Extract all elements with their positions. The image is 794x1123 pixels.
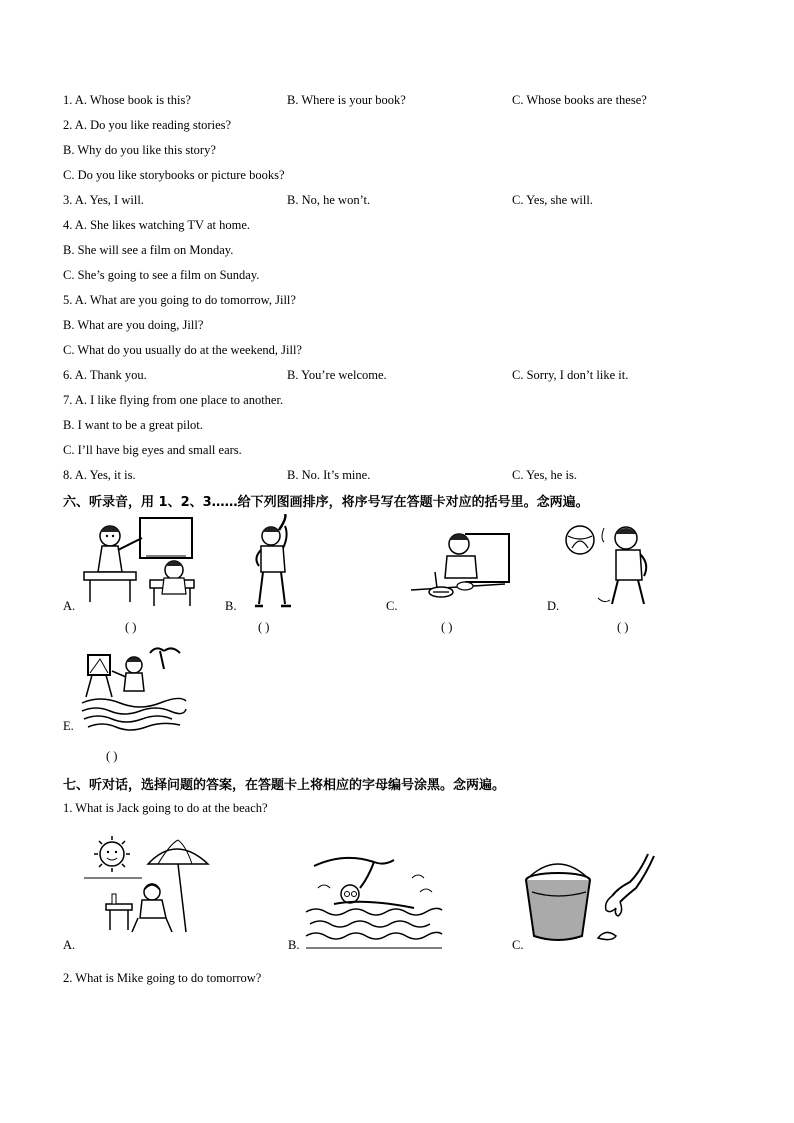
picture-d-boy-volleyball xyxy=(560,514,660,608)
picture-e-label: E. xyxy=(63,719,74,733)
section7-question-1: 1. What is Jack going to do at the beach? xyxy=(63,801,268,815)
picture-c-label: C. xyxy=(386,599,398,613)
section6-heading: 六、听录音，用 1、2、3……给下列图画排序，将序号写在答题卡对应的括号里。念两遍。 xyxy=(63,495,589,510)
option-c-collecting-shells-picture xyxy=(520,852,660,948)
q8-option-a: 8. A. Yes, it is. xyxy=(63,468,136,482)
q4-option-a: 4. A. She likes watching TV at home. xyxy=(63,218,251,232)
section7-heading: 七、听对话，选择问题的答案，在答题卡上将相应的字母编号涂黑。念两遍。 xyxy=(63,778,506,793)
q5-option-c: C. What do you usually do at the weekend, Jill? xyxy=(63,343,302,357)
q2-option-c: C. Do you like storybooks or picture books? xyxy=(63,168,285,182)
picture-a-teacher-classroom xyxy=(80,516,200,608)
q5-option-b: B. What are you doing, Jill? xyxy=(63,318,204,332)
q3-option-a: 3. A. Yes, I will. xyxy=(63,193,144,207)
q7-option-b: B. I want to be a great pilot. xyxy=(63,418,203,432)
q8-option-b: B. No. It’s mine. xyxy=(287,468,371,482)
q6-option-a: 6. A. Thank you. xyxy=(63,368,147,382)
q3-option-b: B. No, he won’t. xyxy=(287,193,371,207)
option-b-label[interactable]: B. xyxy=(288,938,300,952)
q6-option-b: B. You’re welcome. xyxy=(287,368,387,382)
picture-b-label: B. xyxy=(225,599,237,613)
section7-question-2: 2. What is Mike going to do tomorrow? xyxy=(63,971,262,985)
q6-option-c: C. Sorry, I don’t like it. xyxy=(512,368,629,382)
picture-b-boy-exercising xyxy=(245,514,305,610)
q1-option-a: 1. A. Whose book is this? xyxy=(63,93,191,107)
option-c-label[interactable]: C. xyxy=(512,938,524,952)
q5-option-a: 5. A. What are you going to do tomorrow, Jill? xyxy=(63,293,296,307)
q7-option-c: C. I’ll have big eyes and small ears. xyxy=(63,443,242,457)
q2-option-b: B. Why do you like this story? xyxy=(63,143,216,157)
picture-b-answer-blank[interactable]: ( ) xyxy=(258,620,270,634)
q3-option-c: C. Yes, she will. xyxy=(512,193,593,207)
picture-d-answer-blank[interactable]: ( ) xyxy=(617,620,629,634)
q2-option-a: 2. A. Do you like reading stories? xyxy=(63,118,232,132)
picture-e-boy-painting-beach xyxy=(80,645,188,731)
option-b-swimming-picture xyxy=(304,848,444,952)
picture-e-answer-blank[interactable]: ( ) xyxy=(106,749,118,763)
option-a-label[interactable]: A. xyxy=(63,938,76,952)
q1-option-b: B. Where is your book? xyxy=(287,93,406,107)
q4-option-b: B. She will see a film on Monday. xyxy=(63,243,234,257)
picture-c-boy-eating xyxy=(405,526,515,604)
q1-option-c: C. Whose books are these? xyxy=(512,93,647,107)
picture-a-answer-blank[interactable]: ( ) xyxy=(125,620,137,634)
option-a-sunbathing-picture xyxy=(82,834,214,938)
picture-c-answer-blank[interactable]: ( ) xyxy=(441,620,453,634)
picture-d-label: D. xyxy=(547,599,560,613)
picture-a-label: A. xyxy=(63,599,76,613)
q8-option-c: C. Yes, he is. xyxy=(512,468,577,482)
q7-option-a: 7. A. I like flying from one place to another. xyxy=(63,393,284,407)
q4-option-c: C. She’s going to see a film on Sunday. xyxy=(63,268,260,282)
